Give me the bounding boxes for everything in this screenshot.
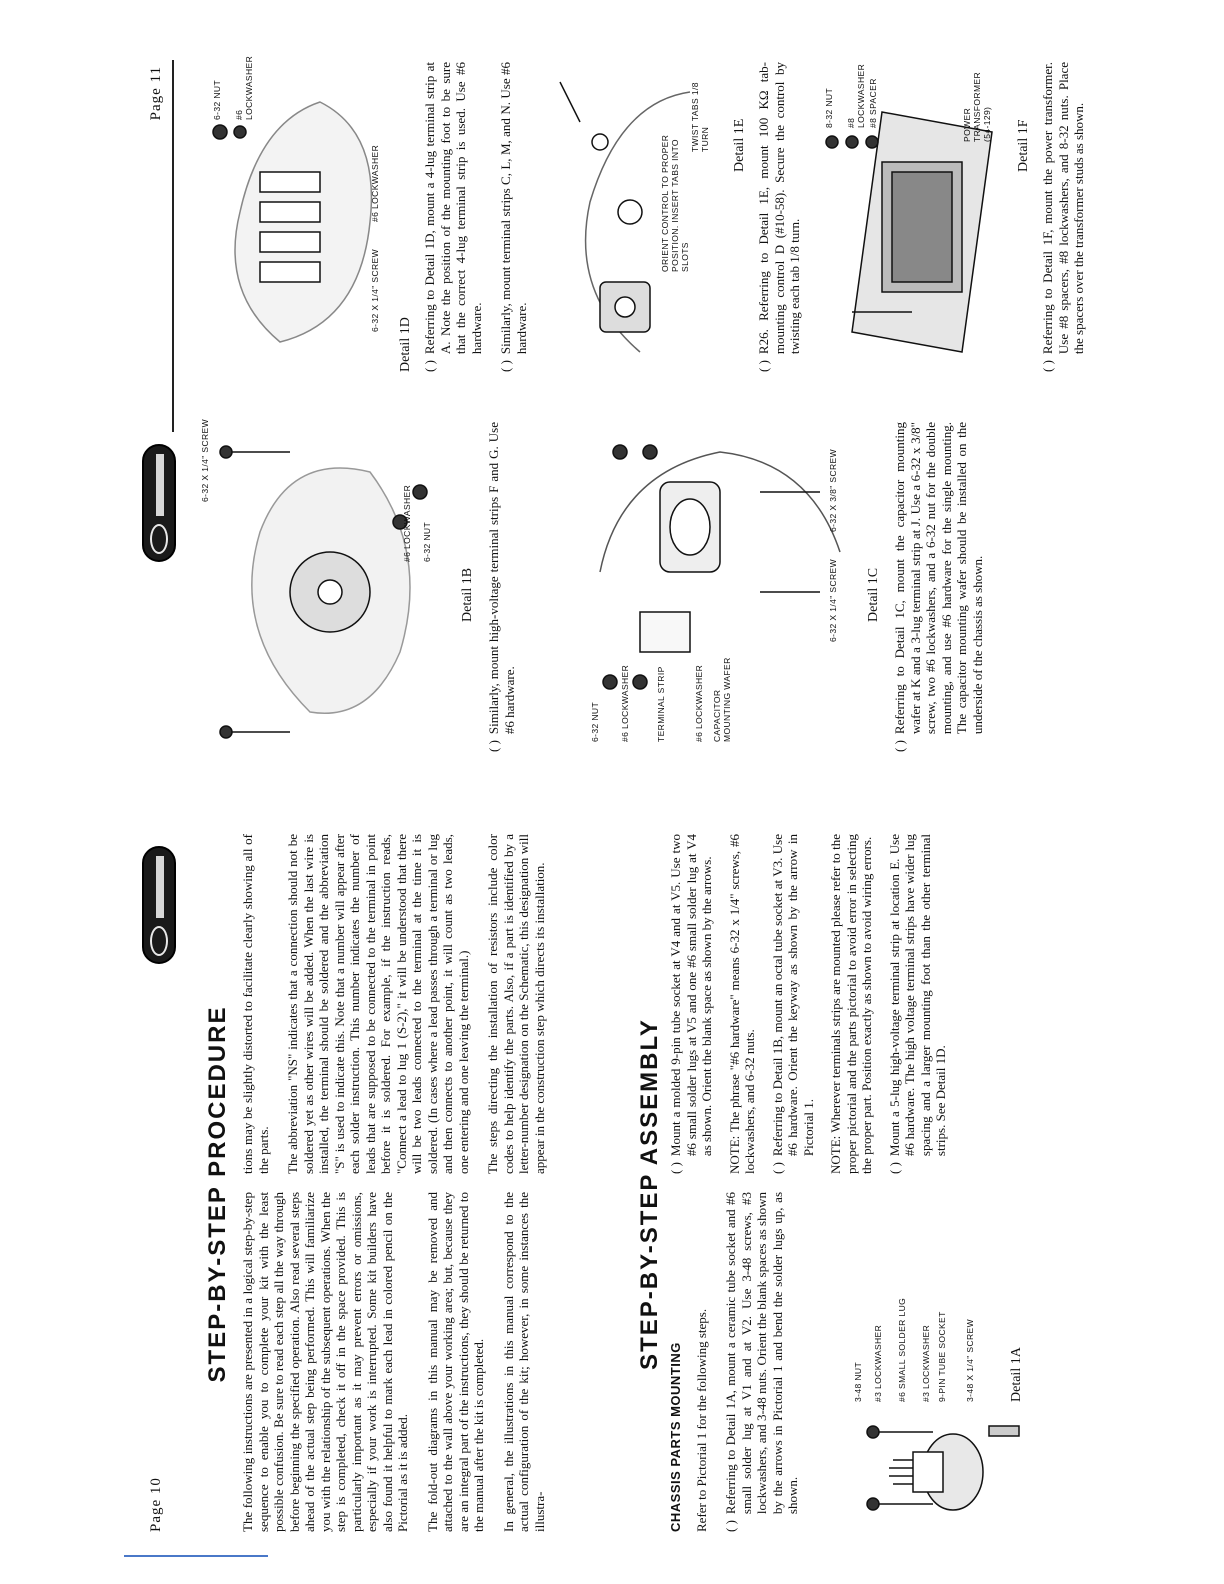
label-transformer: POWER TRANSFORMER (54-129) [962,71,992,142]
step-text: Similarly, mount high-voltage terminal strips F and G. Use #6 hardware. [486,422,517,735]
blue-underline-mark [124,1555,268,1557]
chassis-heading: CHASSIS PARTS MOUNTING [668,1342,683,1532]
label-socket: 9-PIN TUBE SOCKET [936,1311,947,1402]
label-twist: TWIST TABS 1/8 TURN [690,82,710,152]
detail-1b-figure [190,412,450,752]
detail-1a-caption: Detail 1A [1008,1347,1024,1402]
step-detail-1b [770,834,817,1174]
label-screw: 3-48 X 1/4" SCREW [964,1318,975,1402]
label-orient: ORIENT CONTROL TO PROPER POSITION. INSERT TABS INTO SLOTS [660,134,690,272]
step-text: Mount a 5-lug high-voltage terminal strip at location E. Use #6 hardware. The high voltage terminal strips have wider lug spacing and a larger mounting foot than the other terminal strips. See Detail 1D. [886,834,948,1157]
label-screw-38: 6-32 X 3/8" SCREW [828,448,838,532]
label-solder-lug: #6 SMALL SOLDER LUG [896,1297,907,1402]
label-lockwasher-b: #6 LOCKWASHER [694,664,704,742]
label-nut: 8-32 NUT [824,87,834,128]
assembly-column-2 [668,834,961,1174]
step-detail-1d [422,62,484,372]
label-lockwasher: #8 LOCKWASHER [846,63,866,128]
label-capacitor-wafer: CAPACITOR MOUNTING WAFER [712,657,732,742]
label-nut: 6-32 NUT [422,521,432,562]
procedure-column-2 [240,834,561,1174]
logo-bar [156,454,164,516]
step-text: Referring to Detail 1A, mount a ceramic tube socket and #6 small solder lug at V1 and at V2. Use 3-48 screws, #3 lockwashers, and 3-48 nuts. Orient the blank spaces as shown by the arrows in Pictorial 1 and bend the solder lugs up, as shown. [723,1192,800,1515]
procedure-paragraph: In general, the illustrations in this manual correspond to the actual configuration of the kit; however, in some instances the illustra- [500,1192,547,1532]
label-lockwasher-b: #6 LOCKWASHER [370,144,380,222]
logo-bar [156,856,164,918]
detail-1c-figure [560,412,860,752]
header-rule [172,60,174,432]
step-text: Referring to Detail 1F, mount the power transformer. Use #8 spacers, #8 lockwashers, and 8-32 nuts. Place the spacers over the transformer studs as shown. [1040,62,1086,355]
step-text: Mount a molded 9-pin tube socket at V4 and at V5. Use two #6 small solder lugs at V5 and one #6 small solder lug at V4 as shown. Orient the blank space as shown by the arrows. [668,834,714,1157]
label-screw-quarter: 6-32 X 1/4" SCREW [828,558,838,642]
label-lockwasher: #6 LOCKWASHER [234,55,254,120]
step-text: Similarly, mount terminal strips C, L, M, and N. Use #6 hardware. [498,62,529,355]
label-screw: 6-32 X 1/4" SCREW [200,418,210,502]
step-5-lug-strip [887,834,949,1174]
logo-oval-icon [150,524,168,554]
step-text: R26. Referring to Detail 1E, mount 100 KΩ tab-mounting control D (#10-58). Secure the control by twisting each tab 1/8 turn. [756,62,802,355]
procedure-paragraph: The steps directing the installation of resistors include color codes to help identify the parts. Also, if a part is identified by a letter-number designation on the Schematic, this designation will appear in the construction step which directs its installation. [485,834,547,1174]
procedure-paragraph: The fold-out diagrams in this manual may be removed and attached to the wall above your working area; but, because they are an integral part of the instructions, they should be returned to the manual after the kit is completed. [424,1192,486,1532]
procedure-title: STEP-BY-STEP PROCEDURE [204,1005,231,1383]
label-nut: 6-32 NUT [212,79,222,120]
check-box[interactable]: ( ) [422,360,437,372]
chassis-intro: Refer to Pictorial 1 for the following steps. [693,1308,709,1532]
procedure-paragraph: The abbreviation "NS" indicates that a connection should not be soldered yet as other wires will be added. When the last wire is installed, the terminal should be soldered and the abbreviation "S" is used to indicate this. Note that a number will appear after each solder instruction. This number indicates the number of leads that are supposed to be connected to the terminal in point before it is soldered. For example, if the instruction reads, "Connect a lead to lug 1 (S-2)," it will be understood that there will be two leads connected to the terminal at the time it is soldered. (In cases where a lead passes through a terminal or lug and then connects to another point, it will count as two leads, one entering and one leaving the terminal.) [285,834,471,1174]
detail-1c-drawing [560,412,860,752]
heathkit-logo [142,846,176,964]
note-hardware: NOTE: The phrase "#6 hardware" means 6-32 x 1/4" screws, #6 lockwashers, and 6-32 nuts. [726,834,757,1174]
step-text: Referring to Detail 1B, mount an octal tube socket at V3. Use #6 hardware. Orient the keyway as shown by the arrow in Pictorial 1. [769,834,816,1157]
procedure-paragraph: tions may be slightly distorted to facilitate clearly showing all of the parts. [240,834,271,1174]
detail-1b-caption: Detail 1B [460,567,475,622]
heathkit-logo [142,444,176,562]
step-detail-1f [1040,62,1087,372]
check-box[interactable]: ( ) [892,740,907,752]
step-detail-1a [723,1192,801,1532]
detail-1d-figure [190,55,390,372]
step-detail-1c [892,422,985,752]
label-terminal-strip: TERMINAL STRIP [656,666,666,742]
check-box[interactable]: ( ) [756,360,771,372]
procedure-paragraph: The following instructions are presented in a logical step-by-step sequence to enable you to complete your kit with the least possible confusion. Be sure to read each step all the way through before beginning the specified operation. Also read several steps ahead of the actual step being performed. This will familiarize you with the relationship of the subsequent operations. When the step is completed, check it off in the space provided. This is particularly important as it may prevent errors or omissions, especially if your work is interrupted. Some kit builders have also found it helpful to mark each lead in colored pencil on the Pictorial as it is added. [240,1192,410,1532]
assembly-title: STEP-BY-STEP ASSEMBLY [636,1018,663,1370]
logo-oval-icon [150,926,168,956]
procedure-column-1 [240,1192,561,1532]
step-text: Referring to Detail 1C, mount the capacitor mounting wafer at K and a 3-lug terminal strip at J. Use a 6-32 x 3/8" screw, two #6 lockwashers, and a 6-32 nut for the double mounting, and use #6 hardware for the single mounting. The capacitor mounting wafer should be installed on the underside of the chassis as shown. [892,422,985,735]
check-box[interactable]: ( ) [886,1162,902,1174]
assembly-column-1 [668,1192,1043,1532]
step-detail-1e [756,62,803,372]
check-box[interactable]: ( ) [723,1520,738,1532]
detail-1e-figure [540,62,730,372]
label-lockwasher: #6 LOCKWASHER [620,664,630,742]
label-lockwasher-b: #3 LOCKWASHER [920,1324,931,1402]
detail-1e-caption: Detail 1E [732,118,747,172]
detail-1c-caption: Detail 1C [866,567,881,622]
page-number: Page 10 [148,1477,164,1532]
step-text: Referring to Detail 1D, mount a 4-lug terminal strip at A. Note the position of the mounting foot to be sure that the correct 4-lug terminal strip is used. Use #6 hardware. [422,62,484,355]
label-spacer: #8 SPACER [868,78,878,128]
check-box[interactable]: ( ) [1040,360,1055,372]
step-v4-socket [668,834,715,1174]
label-lockwasher: #3 LOCKWASHER [872,1324,883,1402]
step-similarly-fg [486,422,517,752]
check-box[interactable]: ( ) [769,1162,785,1174]
note-terminal-strips: NOTE: Wherever terminals strips are mounted please refer to the proper pictorial and the parts pictorial to avoid error in selecting the proper part. Position exactly as shown to avoid wiring errors. [828,834,874,1174]
step-similarly-cl [498,62,529,372]
detail-1f-caption: Detail 1F [1016,119,1031,172]
label-nut: 3-48 NUT [852,1361,863,1402]
check-box[interactable]: ( ) [668,1162,683,1174]
detail-1d-caption: Detail 1D [398,317,413,372]
check-box[interactable]: ( ) [498,360,513,372]
detail-1a-figure [813,1192,1043,1532]
detail-1f-figure [812,62,1012,372]
detail-1b-drawing [190,412,450,752]
label-lockwasher: #6 LOCKWASHER [402,484,412,562]
label-screw: 6-32 X 1/4" SCREW [370,248,380,332]
page-number: Page 11 [148,66,164,121]
label-nut: 6-32 NUT [590,701,600,742]
check-box[interactable]: ( ) [486,740,501,752]
page-10 [0,792,1224,1584]
